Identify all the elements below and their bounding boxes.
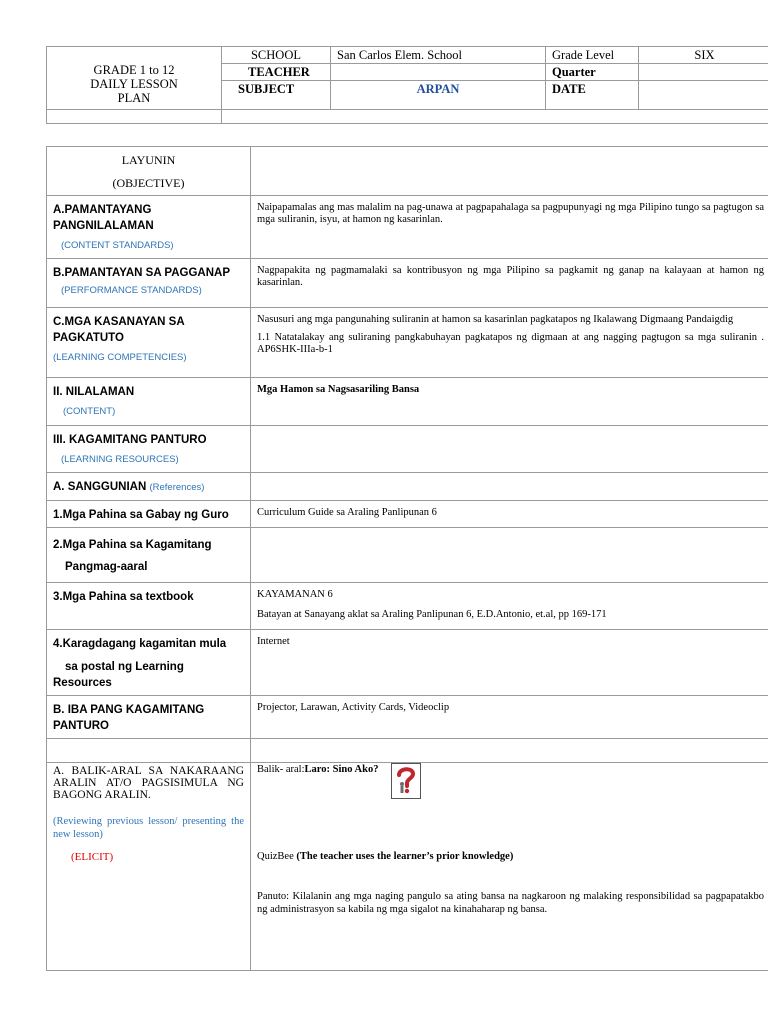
school-value: San Carlos Elem. School [331,47,546,64]
balik-aral-value-cell [251,763,768,971]
learning-competencies-value-1: Nasusuri ang mga pangunahing suliranin at hamon sa kasarinlan pagkatapos ng Ikalawang Digmaang Pandaigdig [257,314,734,325]
iba-pang-value: Projector, Larawan, Activity Cards, Videoclip [251,696,768,739]
question-mark-person-icon [391,763,421,799]
panuto-text: Panuto: Kilalanin ang mga naging pangulo sa ating bansa na nagkaroon ng malaking responsibilidad sa pagpapatakbo ng administrasyon sa kabila ng mga sigalot na kinahaharap ng bansa. [257,891,764,915]
textbook-value-2: Batayan at Sanayang aklat sa Araling Panlipunan 6, E.D.Antonio, et.al, pp 169-171 [257,609,607,620]
content-standards-label: A.PAMANTAYANG PANGNILALAMAN [53,204,154,232]
kagamitan-value-cell [251,426,768,473]
question-mark-person-icon-svg [392,764,420,798]
lesson-plan-table [46,146,768,971]
subject-label: SUBJECT [222,81,331,110]
quarter-label: Quarter [546,64,639,81]
karagdagang-label-2: sa postal ng Learning Resources [53,661,184,689]
learning-competencies-label: C.MGA KASANAYAN SA PAGKATUTO [53,316,185,344]
dlp-title [47,47,222,110]
gabay-label: 1.Mga Pahina sa Gabay ng Guro [47,501,251,528]
learning-competencies-value-2: 1.1 Natatalakay ang suliraning pangkabuhayan pagkatapos ng digmaan at ang nagging pagtugon sa mga suliranin . AP6SHK-IIIa-b-1 [257,332,764,355]
content-standards-sub: (CONTENT STANDARDS) [61,240,174,251]
layunin-subtitle: (OBJECTIVE) [112,176,185,190]
learning-competencies-label-cell [47,308,251,378]
subject-value: ARPAN [331,81,546,110]
balik-aral-prefix: Balik- aral: [257,764,305,775]
date-label: DATE [546,81,639,110]
quizbee-prefix: QuizBee [257,851,297,862]
performance-standards-sub: (PERFORMANCE STANDARDS) [61,285,202,296]
nilalaman-label-cell [47,378,251,426]
balik-aral-line [257,763,764,799]
spacer-row-left [47,739,251,763]
teacher-value [331,64,546,81]
textbook-value-1: KAYAMANAN 6 [257,589,333,600]
kagamitang-mag-aaral-label-1: 2.Mga Pahina sa Kagamitang [53,539,212,551]
layunin-header [47,147,251,196]
learning-competencies-value-cell [251,308,768,378]
nilalaman-value: Mga Hamon sa Nagsasariling Bansa [251,378,768,426]
sanggunian-label-cell [47,473,251,501]
textbook-label: 3.Mga Pahina sa textbook [47,583,251,630]
dlp-title-line1: GRADE 1 to 12 [93,63,175,77]
balik-aral-label-cell [47,763,251,971]
iba-pang-label: B. IBA PANG KAGAMITANG PANTURO [47,696,251,739]
header-spacer-cell [47,110,222,124]
laro-title: Laro: Sino Ako? [304,764,379,775]
school-label: SCHOOL [222,47,331,64]
performance-standards-label: B.PAMANTAYAN SA PAGGANAP [53,267,230,279]
quarter-value [639,64,768,81]
content-standards-label-cell [47,196,251,259]
layunin-value-cell [251,147,768,196]
header-table [46,46,768,124]
performance-standards-label-cell [47,259,251,308]
learning-competencies-sub: (LEARNING COMPETENCIES) [53,352,187,363]
dlp-title-line2: DAILY LESSON [90,77,178,91]
dlp-title-line3: PLAN [117,91,151,105]
karagdagang-value: Internet [251,630,768,696]
karagdagang-label-1: 4.Karagdagang kagamitan mula [53,638,227,650]
balik-aral-label: A. BALIK-ARAL SA NAKARAANG ARALIN AT/O PAGSISIMULA NG BAGONG ARALIN. [53,765,244,801]
layunin-title: LAYUNIN [121,153,176,167]
quizbee-line [257,851,764,862]
nilalaman-sub: (CONTENT) [63,406,116,417]
kagamitan-sub: (LEARNING RESOURCES) [61,454,179,465]
kagamitan-label: III. KAGAMITANG PANTURO [53,434,207,446]
textbook-value-cell [251,583,768,630]
nilalaman-label: II. NILALAMAN [53,386,135,398]
gabay-value: Curriculum Guide sa Araling Panlipunan 6 [251,501,768,528]
quizbee-note: (The teacher uses the learner’s prior knowledge) [296,851,514,862]
elicit-label: (ELICIT) [71,851,114,863]
grade-level-value: SIX [639,47,768,64]
header-spacer-cell-wide [222,110,768,124]
content-standards-value: Naipapamalas ang mas malalim na pag-unawa at pagpapahalaga sa pagpupunyagi ng mga Pilipino tungo sa pagtugon sa mga suliranin, isyu, at hamon ng kasarinlan. [251,196,768,259]
sanggunian-value-cell [251,473,768,501]
date-value [639,81,768,110]
kagamitang-mag-aaral-label-cell [47,528,251,583]
kagamitang-mag-aaral-label-2: Pangmag-aaral [65,561,148,573]
sanggunian-sub: (References) [149,482,205,493]
kagamitang-mag-aaral-value-cell [251,528,768,583]
balik-aral-sub: (Reviewing previous lesson/ presenting the new lesson) [53,816,244,840]
grade-level-label: Grade Level [546,47,639,64]
teacher-label: TEACHER [222,64,331,81]
spacer-row-right [251,739,768,763]
kagamitan-label-cell [47,426,251,473]
performance-standards-value: Nagpapakita ng pagmamalaki sa kontribusyon ng mga Pilipino sa pagkamit ng ganap na kalayaan at hamon ng kasarinlan. [251,259,768,308]
sanggunian-label: A. SANGGUNIAN [53,481,147,493]
karagdagang-label-cell [47,630,251,696]
